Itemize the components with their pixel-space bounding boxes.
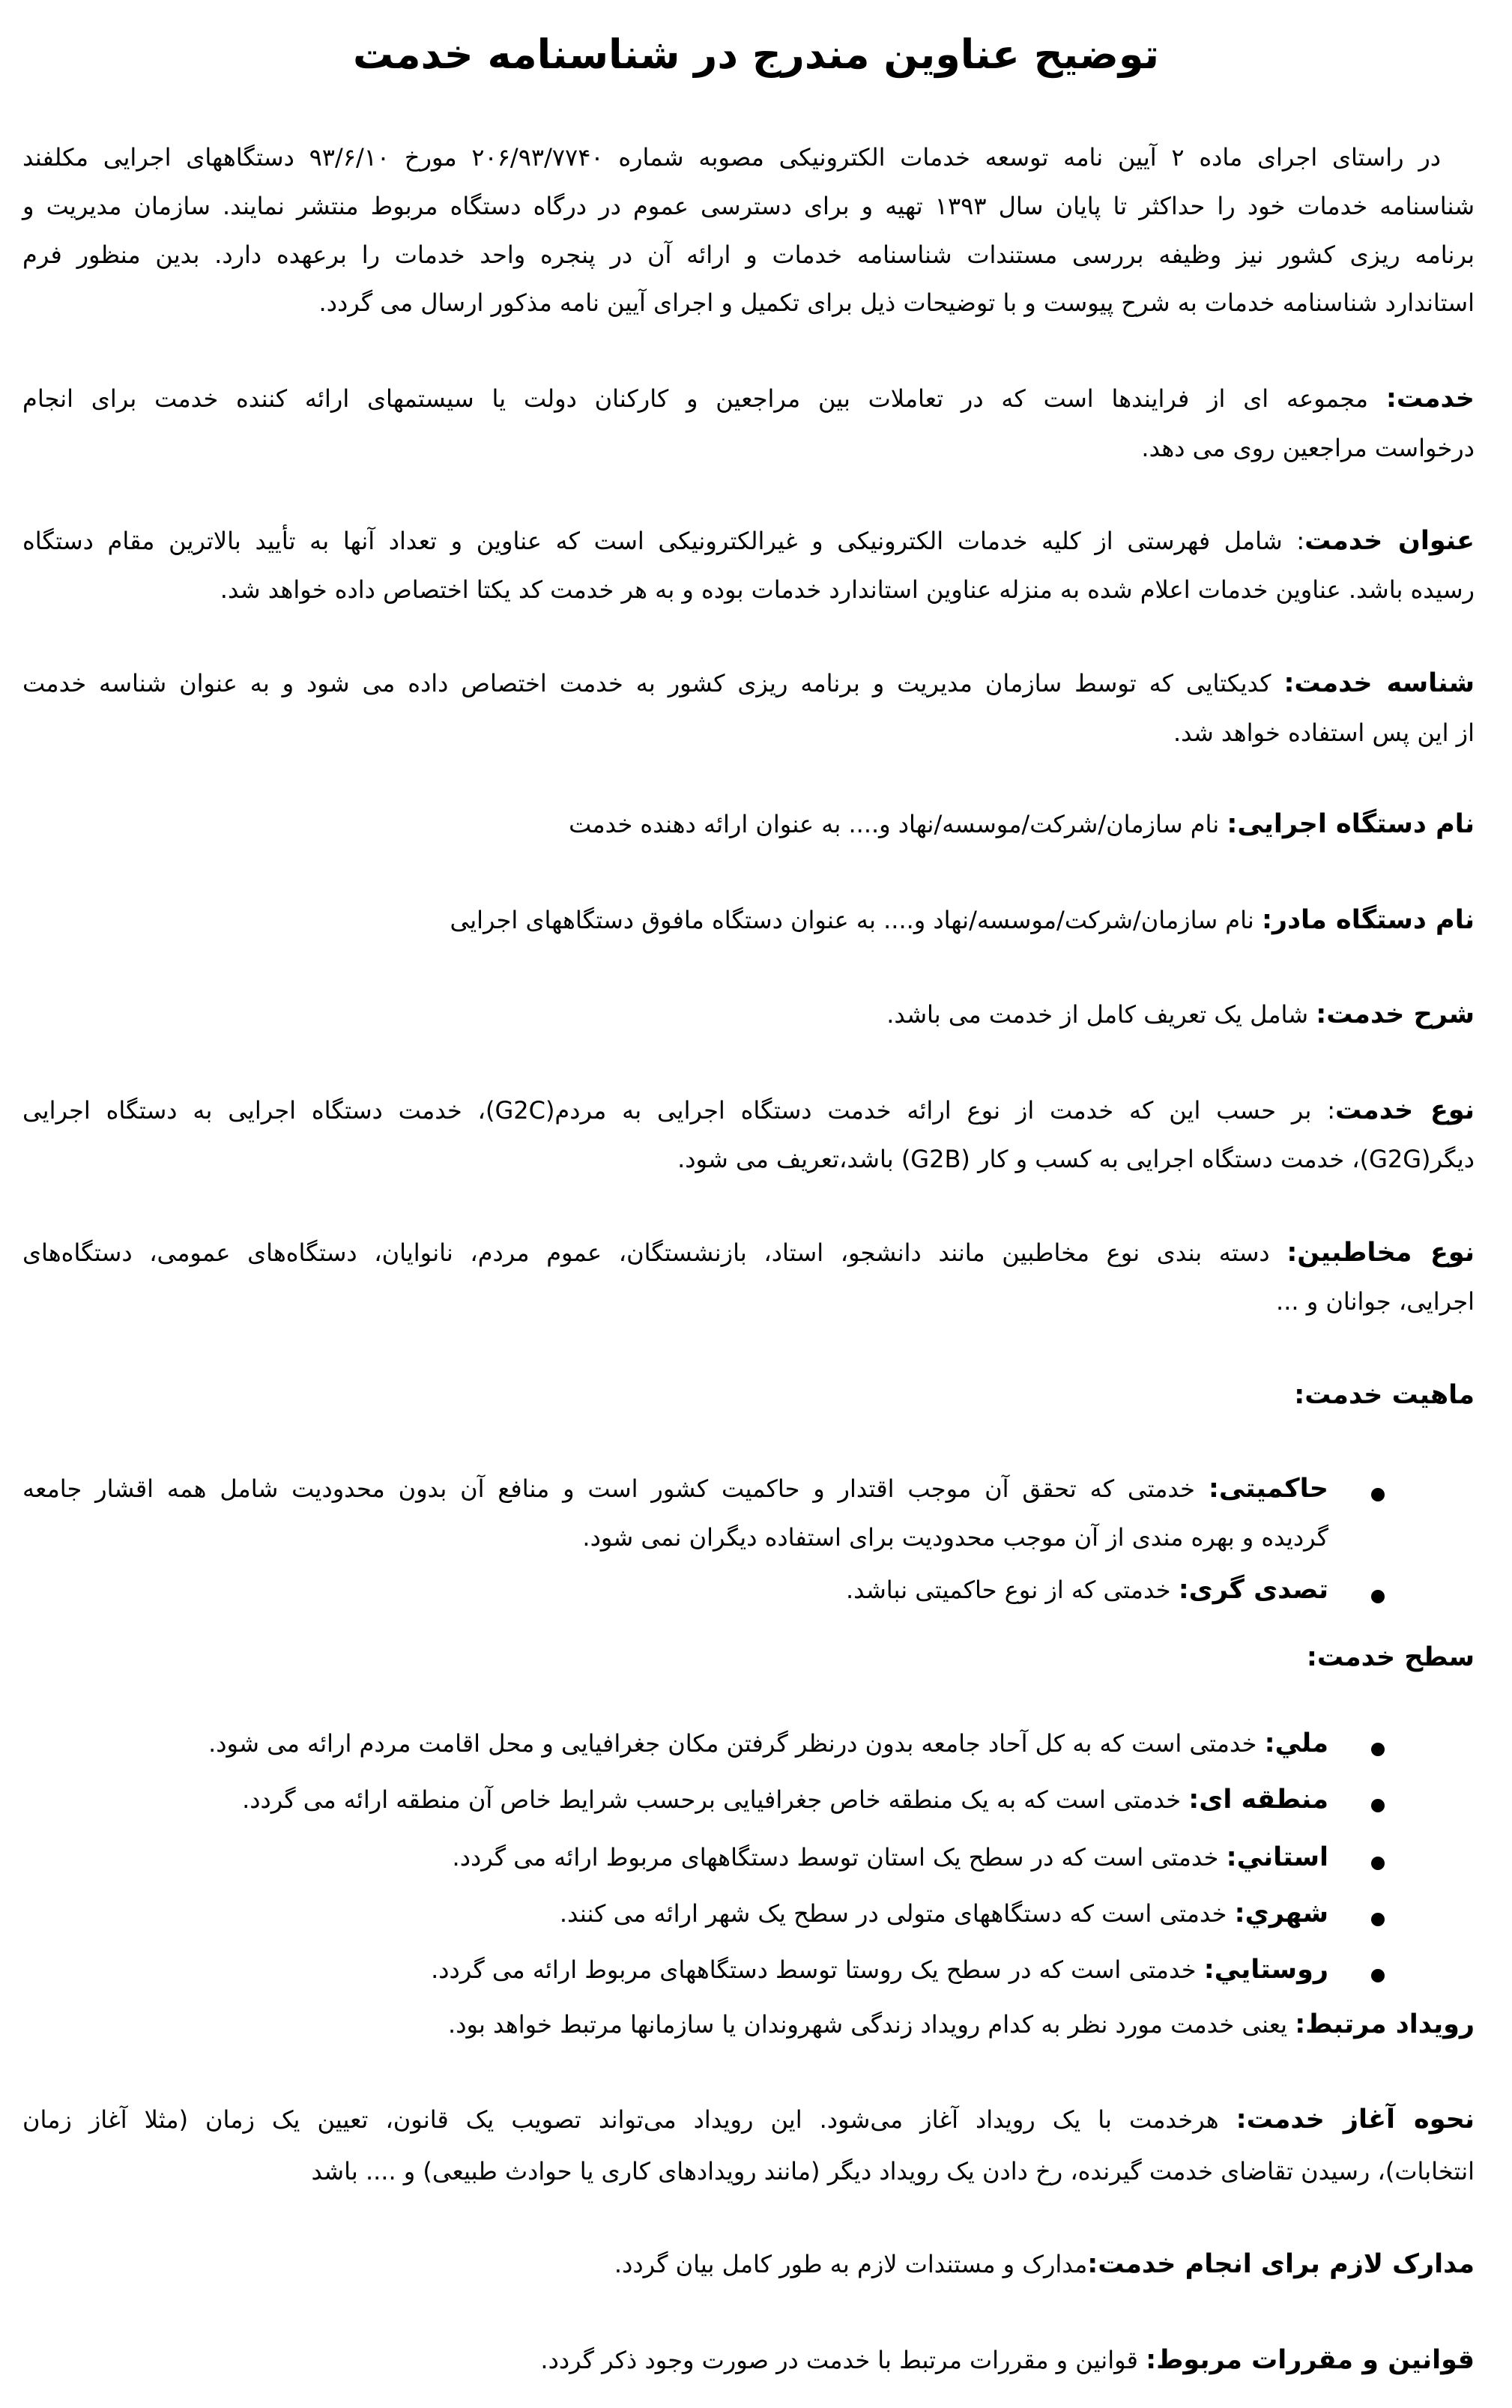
definition-text: مجموعه ای از فرایندها است که در تعاملات بین مراجعین و کارکنان دولت یا سیستمهای ارائه کننده خدمت برای انجام xyxy=(22,384,1386,413)
bullet-icon xyxy=(1371,1488,1385,1501)
related-event xyxy=(448,2000,1475,2048)
bullet-icon xyxy=(1371,1969,1385,1982)
page-title: توضیح عناوین مندرج در شناسنامه خدمت xyxy=(352,31,1160,78)
level-text: خدمتی است که به یک منطقه خاص جغرافیایی برحسب شرایط خاص آن منطقه ارائه می گردد. xyxy=(242,1785,1189,1814)
definition-line: دیگر(G2G)، خدمت دستگاه اجرایی به کسب و کار (G2B) باشد،تعریف می شود. xyxy=(677,1145,1475,1173)
start-method-line: انتخابات)، رسیدن تقاضای خدمت گیرنده، رخ دادن یک رویداد دیگر (مانند رویدادهای کاری یا حوادث طبیعی) و .... باشد xyxy=(311,2157,1475,2185)
nature-text: خدمتی که تحقق آن موجب اقتدار و حاکمیت کشور است و منافع آن بدون محدودیت شامل همه اقشار جامعه xyxy=(22,1474,1209,1503)
bullet-icon xyxy=(1371,1590,1385,1603)
level-item-national xyxy=(208,1719,1328,1767)
definition-text: شامل یک تعریف کامل از خدمت می باشد. xyxy=(886,1000,1316,1029)
level-item-urban xyxy=(560,1890,1328,1937)
documents-text: مدارک و مستندات لازم به طور کامل بیان گردد. xyxy=(614,2250,1088,2278)
definition-text: نام سازمان/شرکت/موسسه/نهاد و.... به عنوان دستگاه مافوق دستگاههای اجرایی xyxy=(450,906,1262,934)
nature-item-enterprise xyxy=(846,1566,1328,1614)
definition-term: نوع مخاطبین: xyxy=(1286,1238,1475,1268)
definition-line: از این پس استفاده خواهد شد. xyxy=(1173,719,1475,747)
definition-term: نوع خدمت xyxy=(1335,1095,1475,1125)
definition-service-description xyxy=(886,990,1475,1038)
bullet-icon xyxy=(1371,1799,1385,1812)
definition-term: نام دستگاه مادر: xyxy=(1261,905,1475,935)
definition-term: شناسه خدمت: xyxy=(1283,668,1475,698)
level-term: روستايي: xyxy=(1203,1955,1328,1985)
definition-line: درخواست مراجعین روی می دهد. xyxy=(1141,434,1475,462)
level-item-provincial xyxy=(453,1833,1328,1881)
definition-audience-type xyxy=(22,1229,1475,1277)
level-text: خدمتی است که دستگاههای متولی در سطح یک شهر ارائه می کنند. xyxy=(559,1899,1235,1928)
definition-term: خدمت: xyxy=(1385,384,1475,414)
level-text: خدمتی است که در سطح یک استان توسط دستگاههای مربوط ارائه می گردد. xyxy=(452,1843,1227,1872)
required-documents xyxy=(614,2240,1475,2288)
laws-term: قوانین و مقررات مربوط: xyxy=(1146,2345,1475,2375)
level-term: شهري: xyxy=(1234,1899,1328,1928)
level-term: ملي: xyxy=(1264,1728,1328,1758)
related-laws xyxy=(540,2336,1475,2384)
service-start-method xyxy=(22,2096,1475,2144)
definition-text: : بر حسب این که خدمت از نوع ارائه خدمت دستگاه اجرایی به مردم(G2C)، خدمت دستگاه اجرایی به دستگاه اجرایی xyxy=(22,1096,1335,1125)
level-text: خدمتی است که به کل آحاد جامعه بدون درنظر گرفتن مکان جغرافیایی و محل اقامت مردم ارائه می شود. xyxy=(208,1729,1265,1758)
level-term: استاني: xyxy=(1226,1842,1328,1872)
nature-text: خدمتی که از نوع حاکمیتی نباشد. xyxy=(846,1576,1179,1604)
related-event-text: یعنی خدمت مورد نظر به کدام رویداد زندگی شهروندان یا سازمانها مرتبط خواهد بود. xyxy=(448,2010,1295,2039)
definition-service-id xyxy=(22,659,1475,707)
bullet-icon xyxy=(1371,1743,1385,1756)
definition-parent-agency xyxy=(450,896,1475,944)
definition-text: نام سازمان/شرکت/موسسه/نهاد و.... به عنوان ارائه دهنده خدمت xyxy=(569,810,1227,838)
intro-line: در راستای اجرای ماده ۲ آیین نامه توسعه خدمات الکترونیکی مصوبه شماره ۲۰۶/۹۳/۷۷۴۰ مورخ ۹۳/۶/۱۰ دستگاههای اجرایی مکلفند xyxy=(22,143,1442,172)
section-heading-level: سطح خدمت: xyxy=(1306,1642,1475,1672)
section-heading-nature: ماهیت خدمت: xyxy=(1294,1380,1475,1410)
nature-item-sovereign xyxy=(22,1465,1328,1513)
nature-term: حاکمیتی: xyxy=(1208,1474,1328,1504)
definition-text: دسته بندی نوع مخاطبین مانند دانشجو، استاد، بازنشستگان، عموم مردم، نانوایان، دستگاه‌های عمومی، دستگاه‌های xyxy=(22,1238,1287,1267)
documents-term: مدارک لازم برای انجام خدمت: xyxy=(1087,2249,1475,2279)
level-term: منطقه ای: xyxy=(1188,1785,1328,1815)
intro-line: استاندارد شناسنامه خدمات به شرح پیوست و با توضیحات ذیل برای تکمیل و اجرای آیین نامه مذکور ارسال می گردد. xyxy=(318,288,1475,317)
level-text: خدمتی است که در سطح یک روستا توسط دستگاههای مربوط ارائه می گردد. xyxy=(431,1955,1204,1984)
definition-term: شرح خدمت: xyxy=(1316,999,1475,1029)
definition-line: اجرایی، جوانان و ... xyxy=(1276,1287,1475,1316)
related-event-term: رویداد مرتبط: xyxy=(1295,2009,1475,2039)
definition-text: : شامل فهرستی از کلیه خدمات الکترونیکی و غیرالکترونیکی است که عناوین و تعداد آنها به تأیید بالاترین مقام دستگاه xyxy=(22,527,1305,555)
start-method-term: نحوه آغاز خدمت: xyxy=(1236,2105,1475,2135)
definition-line: رسیده باشد. عناوین خدمات اعلام شده به منزله عناوین استاندارد خدمات بوده و به هر خدمت کد یکتا اختصاص داده خواهد شد. xyxy=(220,575,1475,604)
nature-term: تصدی گری: xyxy=(1178,1575,1328,1605)
intro-line: برنامه ریزی کشور نیز وظیفه بررسی مستندات شناسنامه خدمات و ارائه آن در پنجره واحد خدمات را برعهده دارد. بدین منظور فرم xyxy=(22,241,1475,269)
definition-service xyxy=(22,375,1475,423)
intro-line: شناسنامه خدمات خود را حداکثر تا پایان سال ۱۳۹۳ تهیه و برای دسترسی عموم در درگاه دستگاه مربوط منتشر نمایند. سازمان مدیریت و xyxy=(22,192,1475,220)
level-item-rural xyxy=(431,1946,1328,1994)
definition-service-type xyxy=(22,1086,1475,1134)
start-method-text: هرخدمت با یک رویداد آغاز می‌شود. این رویداد می‌تواند تصویب یک قانون، تعیین یک زمان (مثلا آغاز زمان xyxy=(22,2105,1236,2134)
definition-service-title xyxy=(22,517,1475,565)
nature-line: گردیده و بهره مندی از آن موجب محدودیت برای استفاده دیگران نمی شود. xyxy=(582,1523,1328,1552)
definition-term: نام دستگاه اجرایی: xyxy=(1227,809,1475,839)
laws-text: قوانین و مقررات مرتبط با خدمت در صورت وجود ذکر گردد. xyxy=(540,2346,1146,2374)
level-item-regional xyxy=(242,1776,1328,1824)
bullet-icon xyxy=(1371,1857,1385,1870)
bullet-icon xyxy=(1371,1913,1385,1926)
definition-text: کدیکتایی که توسط سازمان مدیریت و برنامه ریزی کشور به خدمت اختصاص داده می شود و به عنوان شناسه خدمت xyxy=(22,669,1284,698)
definition-term: عنوان خدمت xyxy=(1304,526,1475,556)
definition-executive-agency xyxy=(569,800,1475,848)
